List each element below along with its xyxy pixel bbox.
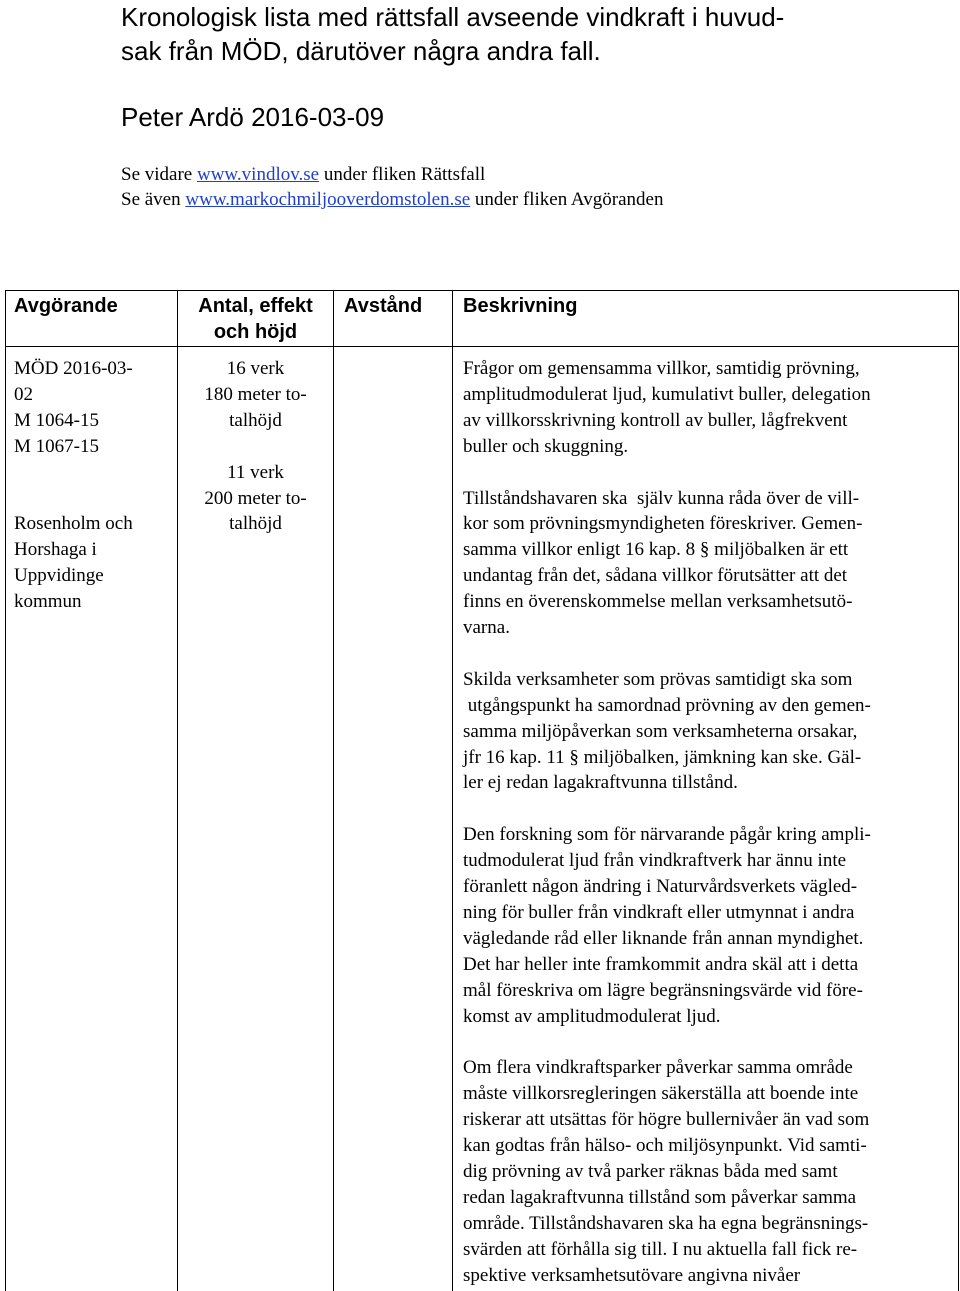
beskrivning-line: utgångspunkt ha samordnad prövning av den gemen- (463, 694, 871, 716)
header-beskrivning: Beskrivning (463, 295, 578, 317)
beskrivning-line: ler ej redan lagakraftvunna tillstånd. (463, 772, 738, 794)
cell-beskrivning (463, 356, 955, 1289)
paragraph-gap (463, 641, 955, 667)
beskrivning-line: tudmodulerat ljud från vindkraftverk har ännu inte (463, 850, 847, 872)
beskrivning-line: föranlett någon ändring i Naturvårdsverkets vägled- (463, 876, 858, 898)
beskrivning-line: undantag från det, sådana villkor förutsätter att det (463, 565, 848, 587)
ref-line-mmod: Se även www.markochmiljooverdomstolen.se under fliken Avgöranden (121, 189, 664, 210)
beskrivning-line: mål föreskriva om lägre begränsningsvärde vid före- (463, 979, 863, 1001)
link-vindlov[interactable]: www.vindlov.se (196, 164, 320, 185)
beskrivning-line: buller och skuggning. (463, 435, 629, 457)
document-title (121, 0, 861, 68)
beskrivning-line: kor som prövningsmyndigheten föreskriver. Gemen- (463, 513, 863, 535)
cell-antal (178, 356, 333, 537)
case-table (5, 290, 959, 1291)
avgorande-line: Horshaga i (14, 539, 97, 561)
antal-line: 11 verk (227, 461, 284, 483)
beskrivning-paragraph (463, 667, 955, 797)
link-markochmiljooverdomstolen[interactable]: www.markochmiljooverdomstolen.se (185, 189, 471, 210)
beskrivning-line: spektive verksamhetsutövare angivna nivåer (463, 1264, 801, 1286)
beskrivning-line: Frågor om gemensamma villkor, samtidig prövning, (463, 358, 860, 379)
beskrivning-line: ning för buller från vindkraft eller utmynnat i andra (463, 901, 855, 923)
beskrivning-line: Skilda verksamheter som prövas samtidigt ska som (463, 668, 853, 690)
beskrivning-line: måste villkorsregleringen säkerställa att boende inte (463, 1083, 859, 1105)
beskrivning-line: samma villkor enligt 16 kap. 8 § miljöbalken är ett (463, 539, 849, 561)
avgorande-line: Rosenholm och (14, 513, 133, 535)
header-antal: Antal, effekt och höjd (198, 295, 313, 343)
title-line: Kronologisk lista med rättsfall avseende vindkraft i huvud- (121, 2, 785, 32)
author-date: Peter Ardö 2016-03-09 (121, 102, 385, 132)
header-divider (6, 346, 958, 347)
beskrivning-line: vägledande råd eller liknande från annan myndighet. (463, 927, 864, 949)
column-divider (333, 291, 334, 1291)
beskrivning-line: område. Tillståndshavaren ska ha egna begränsnings- (463, 1212, 869, 1234)
beskrivning-paragraph (463, 1055, 955, 1288)
beskrivning-line: kan godtas från hälso- och miljösynpunkt. Vid samti- (463, 1135, 867, 1157)
beskrivning-line: redan lagakraftvunna tillstånd som påverkar samma (463, 1186, 857, 1208)
paragraph-gap (463, 460, 955, 486)
beskrivning-line: finns en överenskommelse mellan verksamhetsutö- (463, 591, 853, 613)
avgorande-line: M 1067-15 (14, 435, 99, 457)
avgorande-line: MÖD 2016-03- (14, 358, 133, 379)
beskrivning-line: Tillståndshavaren ska själv kunna råda över de vill- (463, 487, 860, 509)
blank-line (14, 486, 174, 512)
antal-line: 200 meter to- (204, 487, 307, 509)
antal-line: 16 verk (226, 358, 285, 379)
column-divider (452, 291, 453, 1291)
antal-line: talhöjd (229, 409, 282, 431)
beskrivning-line: varna. (463, 617, 510, 639)
beskrivning-paragraph (463, 356, 955, 460)
avgorande-line: kommun (14, 591, 82, 613)
avgorande-line: 02 (14, 383, 33, 405)
beskrivning-line: amplitudmodulerat ljud, kumulativt buller, delegation (463, 383, 871, 405)
beskrivning-line: av villkorsskrivning kontroll av buller, lågfrekvent (463, 409, 848, 431)
beskrivning-line: dig prövning av två parker räknas båda med samt (463, 1161, 838, 1183)
title-line: sak från MÖD, därutöver några andra fall. (121, 36, 601, 66)
header-avstand: Avstånd (344, 295, 423, 317)
paragraph-gap (463, 1030, 955, 1056)
antal-line: 180 meter to- (204, 383, 307, 405)
reference-links (121, 162, 663, 212)
beskrivning-line: Den forskning som för närvarande pågår kring ampli- (463, 824, 871, 846)
blank-line (178, 434, 333, 460)
beskrivning-paragraph (463, 822, 955, 1029)
beskrivning-line: samma miljöpåverkan som verksamheterna orsakar, (463, 720, 858, 742)
antal-line: talhöjd (229, 513, 282, 535)
beskrivning-line: komst av amplitudmodulerat ljud. (463, 1005, 721, 1027)
beskrivning-line: jfr 16 kap. 11 § miljöbalken, jämkning kan ske. Gäl- (463, 746, 862, 768)
beskrivning-line: riskerar att utsättas för högre bullernivåer än vad som (463, 1109, 870, 1131)
beskrivning-line: svärden att förhålla sig till. I nu aktuella fall fick re- (463, 1238, 858, 1260)
beskrivning-paragraph (463, 486, 955, 641)
blank-line (14, 460, 174, 486)
beskrivning-line: Om flera vindkraftsparker påverkar samma område (463, 1057, 853, 1079)
beskrivning-line: Det har heller inte framkommit andra skäl att i detta (463, 953, 859, 975)
avgorande-line: M 1064-15 (14, 409, 99, 431)
cell-avgorande (14, 356, 174, 615)
avgorande-line: Uppvidinge (14, 565, 104, 587)
header-avgorande: Avgörande (14, 295, 118, 317)
ref-line-vindlov: Se vidare www.vindlov.se under fliken Rättsfall (121, 164, 486, 185)
paragraph-gap (463, 796, 955, 822)
